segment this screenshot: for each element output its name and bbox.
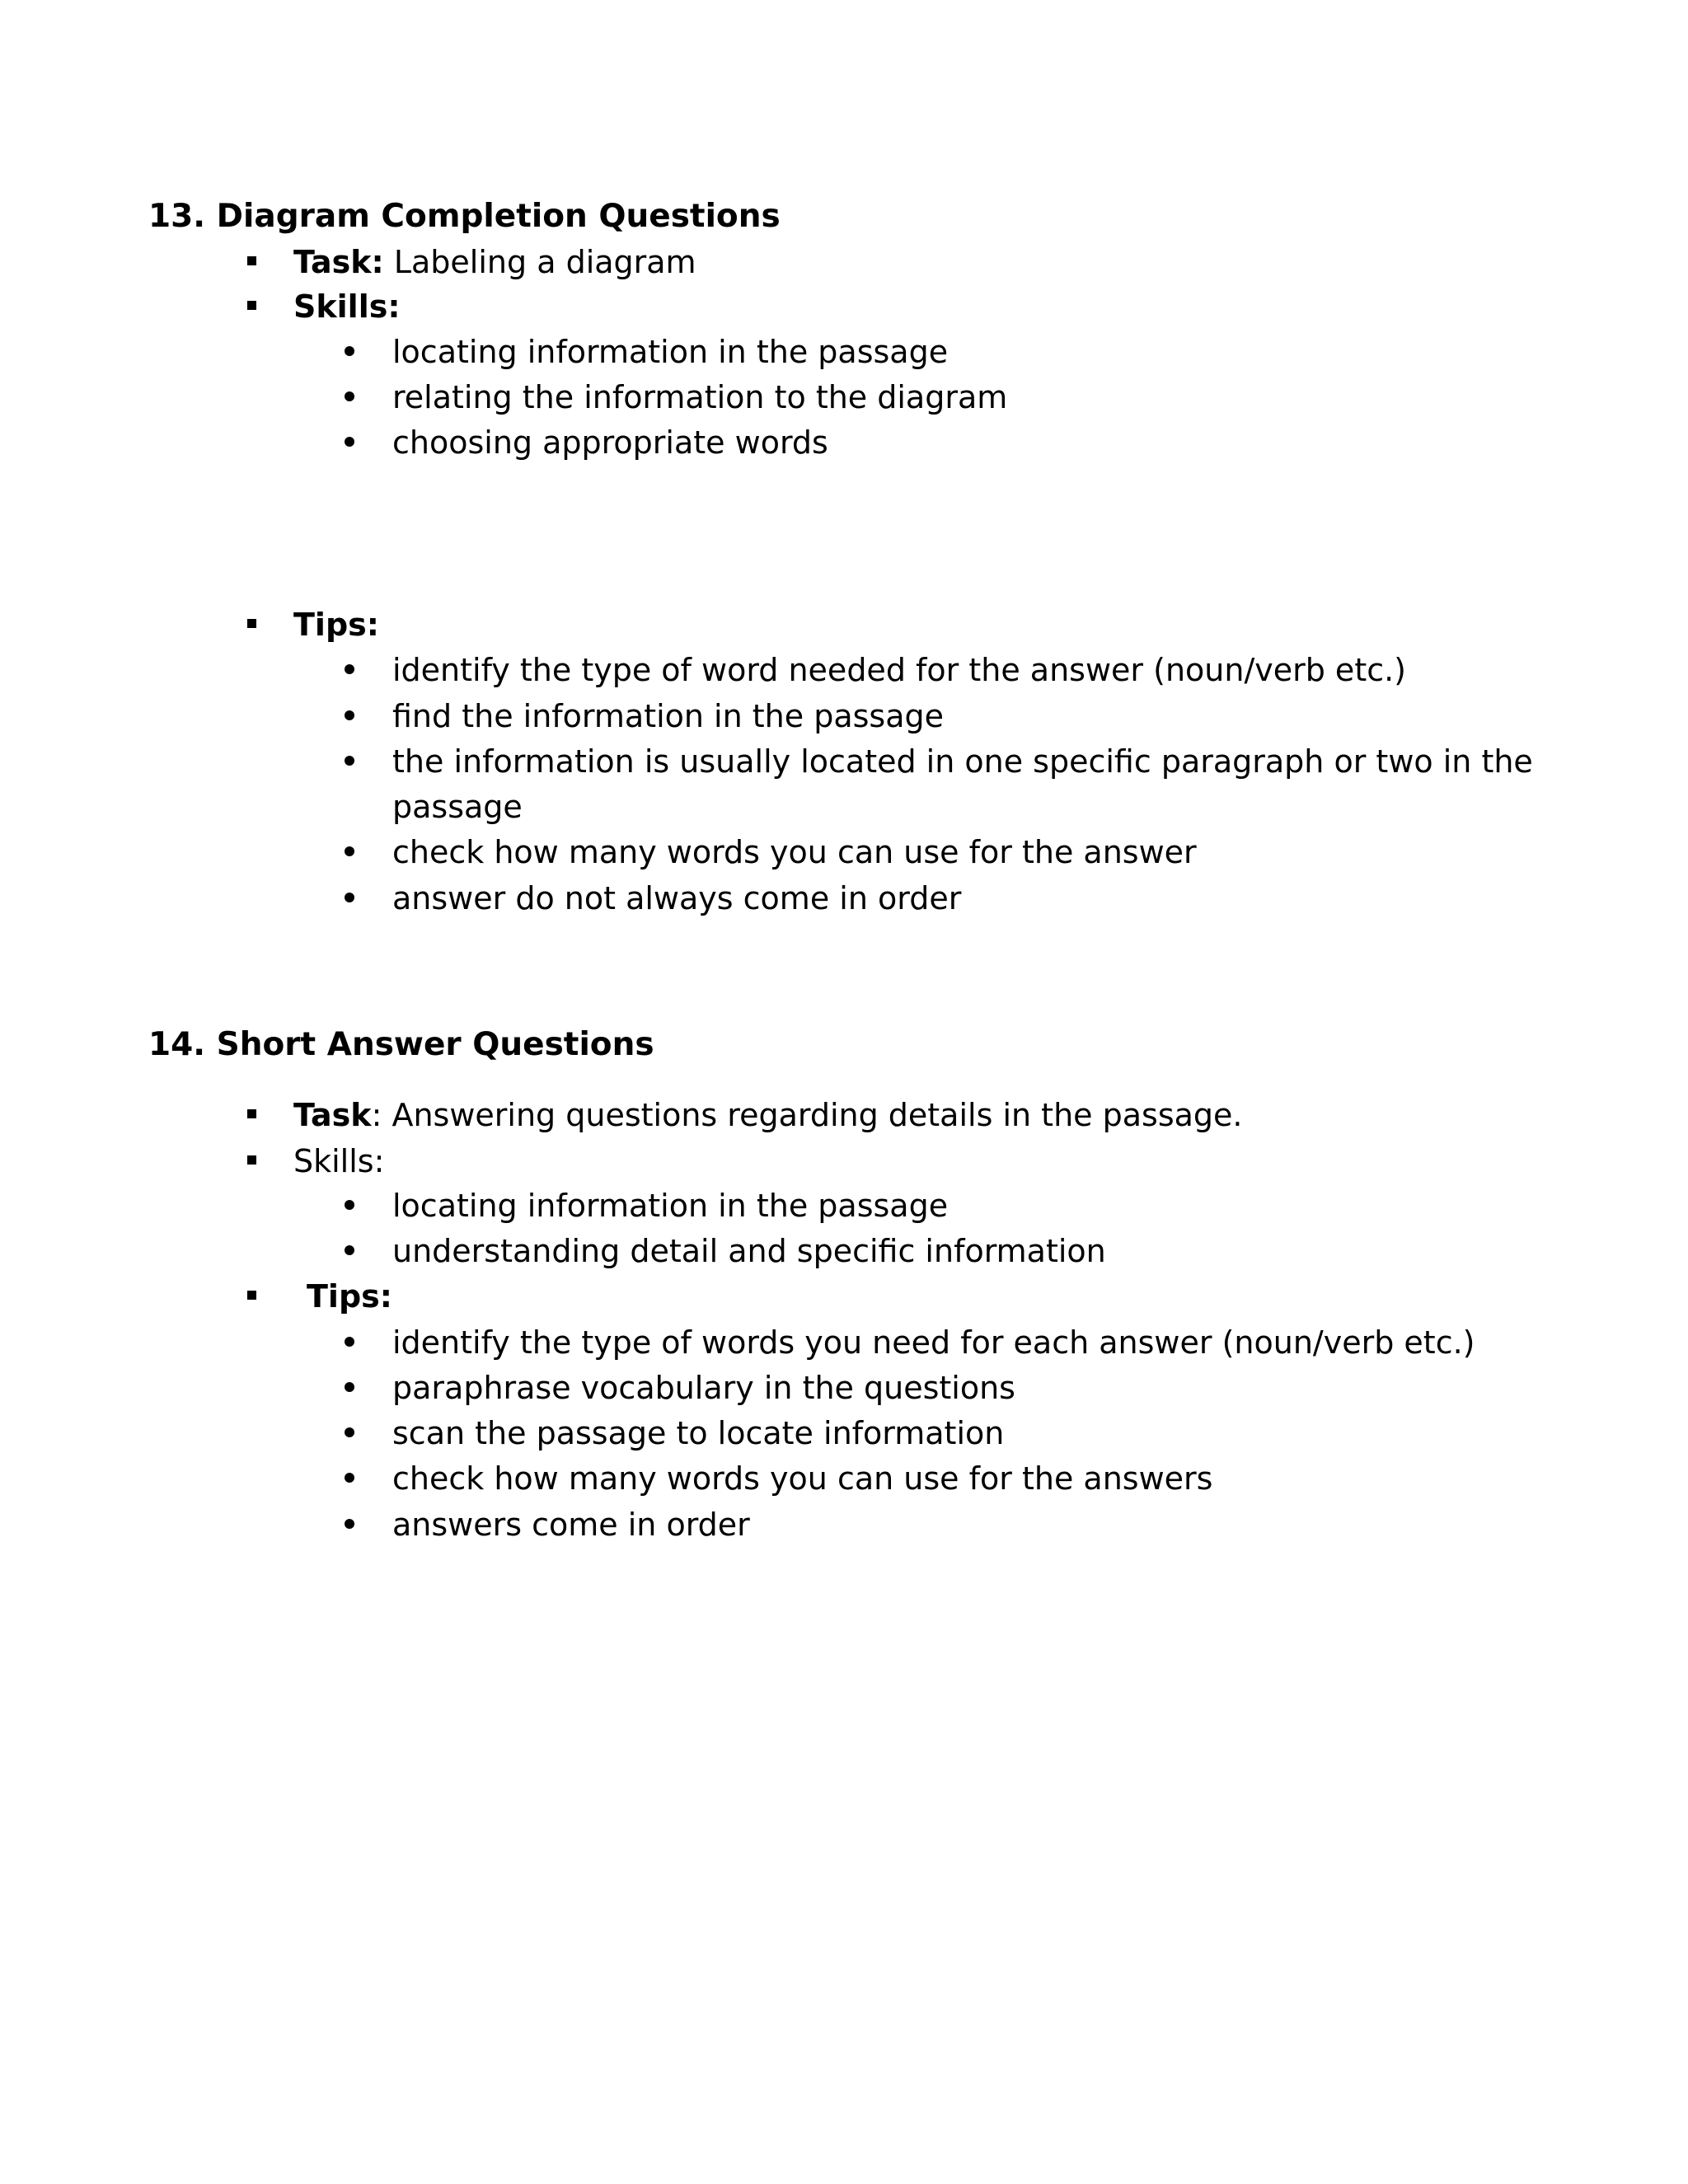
task-line [293,1094,1243,1136]
skills-label: Skills: [293,1143,385,1179]
section-14-task-item [247,1094,1243,1136]
task-text: : Answering questions regarding details in the passage. [371,1097,1243,1133]
square-bullet-icon [247,1109,256,1118]
section-13-task-item [247,241,696,283]
list-item-text: locating information in the passage [392,334,949,370]
list-item-text: answer do not always come in order [392,880,962,916]
list-item-text: identify the type of words you need for each answer (noun/verb etc.) [392,1324,1475,1361]
tips-label: Tips: [307,1278,392,1315]
section-14-skills-item [247,1141,385,1182]
skills-label: Skills: [293,288,401,325]
square-bullet-icon [247,256,256,265]
list-item [345,741,1533,782]
list-item-text: paraphrase vocabulary in the questions [392,1370,1015,1406]
bullet-icon [345,391,354,401]
list-item-continuation: passage [392,789,523,825]
list-item-text: check how many words you can use for the answer [392,834,1197,870]
list-item-text: understanding detail and specific information [392,1233,1106,1269]
list-item [345,1185,949,1226]
square-bullet-icon [247,1155,256,1165]
list-item [345,1504,750,1545]
list-item-text: relating the information to the diagram [392,379,1008,415]
task-text: Labeling a diagram [383,244,696,280]
bullet-icon [345,893,354,902]
list-item-text: answers come in order [392,1507,750,1543]
list-item [345,832,1197,873]
bullet-icon [345,1382,354,1392]
list-item [345,1458,1213,1499]
bullet-icon [345,1245,354,1255]
bullet-icon [345,756,354,766]
list-item [345,422,828,463]
square-bullet-icon [247,301,256,310]
square-bullet-icon [247,1291,256,1300]
bullet-icon [345,437,354,447]
list-item [345,1367,1015,1408]
section-13-skills-item [247,286,401,327]
list-item-text: locating information in the passage [392,1188,949,1224]
bullet-icon [345,710,354,720]
list-item [345,878,962,919]
tips-label: Tips: [293,607,379,643]
task-label: Task [293,1097,372,1133]
bullet-icon [345,664,354,674]
list-item-text: the information is usually located in one specific paragraph or two in the [392,743,1533,780]
section-13-heading: 13. Diagram Completion Questions [148,198,781,235]
bullet-icon [345,1337,354,1347]
list-item-text: choosing appropriate words [392,424,828,461]
list-item [345,649,1407,691]
list-item [345,331,949,373]
list-item-text: check how many words you can use for the answers [392,1460,1213,1497]
list-item [345,377,1008,418]
bullet-icon [345,346,354,356]
list-item-text: identify the type of word needed for the answer (noun/verb etc.) [392,652,1407,688]
section-14-tips-item [247,1276,392,1317]
list-item [345,1230,1106,1272]
task-label: Task: [293,244,384,280]
list-item-text: scan the passage to locate information [392,1415,1005,1451]
bullet-icon [345,1473,354,1483]
bullet-icon [345,1427,354,1437]
list-item [345,1413,1005,1454]
bullet-icon [345,846,354,856]
bullet-icon [345,1519,354,1529]
section-14-heading: 14. Short Answer Questions [148,1026,654,1063]
bullet-icon [345,1200,354,1210]
square-bullet-icon [247,619,256,628]
list-item [345,696,945,737]
list-item-text: find the information in the passage [392,698,945,734]
section-13-tips-item [247,604,379,645]
list-item [345,1322,1475,1363]
task-line [293,241,696,283]
